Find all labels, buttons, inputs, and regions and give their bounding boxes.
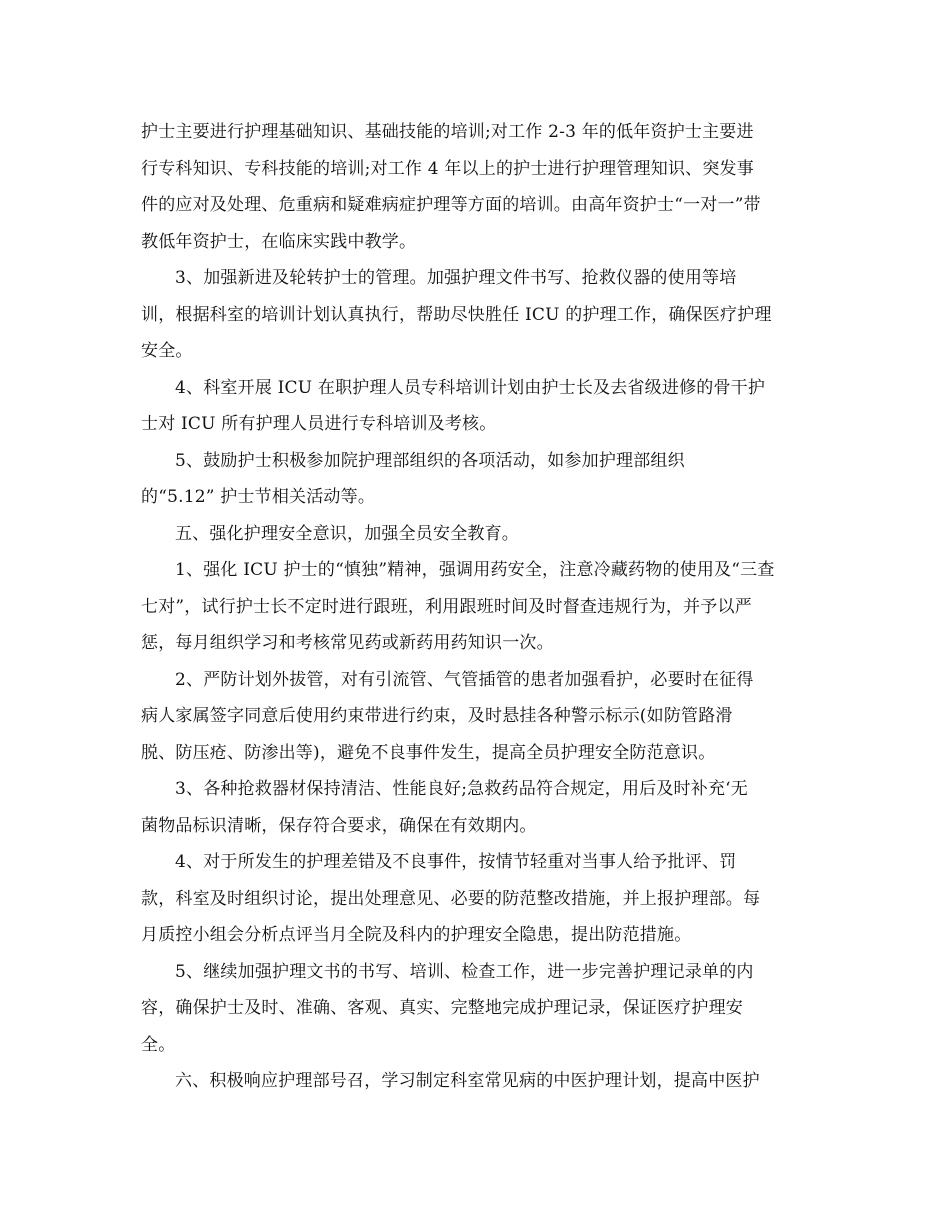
text-line: 护士主要进行护理基础知识、基础技能的培训;对工作 2-3 年的低年资护士主要进 (141, 122, 754, 142)
paragraph-training-continuation (141, 114, 815, 260)
text-line: 训，根据科室的培训计划认真执行，帮助尽快胜任 ICU 的护理工作，确保医疗护理 (141, 304, 772, 325)
text-line: 5、鼓励护士积极参加院护理部组织的各项活动，如参加护理部组织 (175, 450, 685, 471)
text-line: 3、加强新进及轮转护士的管理。加强护理文件书写、抢救仪器的使用等培 (175, 268, 737, 288)
text-line: 4、对于所发生的护理差错及不良事件，按情节轻重对当事人给予批评、罚 (175, 852, 737, 872)
section-heading-five (141, 516, 815, 553)
text-line: 病人家属签字同意后使用约束带进行约束，及时悬挂各种警示标示(如防管路滑 (141, 706, 733, 726)
paragraph-item-3-new-nurses (141, 260, 815, 370)
document-body (141, 114, 815, 1100)
text-line: 安全。 (141, 341, 193, 361)
text-line: 五、强化护理安全意识，加强全员安全教育。 (175, 523, 519, 544)
paragraph-safety-item-5 (141, 954, 815, 1064)
text-line: 七对”，试行护士长不定时进行跟班，利用跟班时间及时督查违规行为，并予以严 (141, 596, 752, 617)
text-line: 月质控小组会分析点评当月全院及科内的护理安全隐患，提出防范措施。 (141, 925, 692, 945)
text-line: 行专科知识、专科技能的培训;对工作 4 年以上的护士进行护理管理知识、突发事 (141, 158, 754, 179)
text-line: 菌物品标识清晰，保存符合要求，确保在有效期内。 (141, 815, 537, 836)
paragraph-safety-item-2 (141, 662, 815, 772)
paragraph-item-4-icu-training (141, 370, 815, 443)
text-line: 2、严防计划外拔管，对有引流管、气管插管的患者加强看护，必要时在征得 (175, 669, 754, 690)
text-line: 的“5.12” 护士节相关活动等。 (141, 487, 376, 507)
paragraph-item-5-activities (141, 443, 815, 516)
text-line: 教低年资护士，在临床实践中教学。 (141, 231, 417, 252)
text-line: 全。 (141, 1034, 176, 1055)
section-heading-six (141, 1063, 815, 1100)
text-line: 脱、防压疮、防渗出等)，避免不良事件发生，提高全员护理安全防范意识。 (141, 742, 716, 763)
text-line: 3、各种抢救器材保持清洁、性能良好;急救药品符合规定，用后及时补充‘无 (175, 779, 748, 799)
text-line: 惩，每月组织学习和考核常见药或新药用药知识一次。 (141, 633, 554, 653)
text-line: 1、强化 ICU 护士的“慎独”精神，强调用药安全，注意冷藏药物的使用及“三查 (175, 560, 775, 580)
text-line: 件的应对及处理、危重病和疑难病症护理等方面的培训。由高年资护士“一对一”带 (141, 195, 761, 215)
paragraph-safety-item-1 (141, 552, 815, 662)
text-line: 容，确保护士及时、准确、客观、真实、完整地完成护理记录，保证医疗护理安 (141, 998, 743, 1018)
paragraph-safety-item-4 (141, 844, 815, 954)
text-line: 4、科室开展 ICU 在职护理人员专科培训计划由护士长及去省级进修的骨干护 (175, 377, 766, 398)
text-line: 款，科室及时组织讨论，提出处理意见、必要的防范整改措施，并上报护理部。每 (141, 888, 761, 909)
paragraph-safety-item-3 (141, 771, 815, 844)
text-line: 士对 ICU 所有护理人员进行专科培训及考核。 (141, 414, 497, 434)
text-line: 六、积极响应护理部号召，学习制定科室常见病的中医护理计划，提高中医护 (175, 1071, 760, 1091)
text-line: 5、继续加强护理文书的书写、培训、检查工作，进一步完善护理记录单的内 (175, 961, 754, 982)
